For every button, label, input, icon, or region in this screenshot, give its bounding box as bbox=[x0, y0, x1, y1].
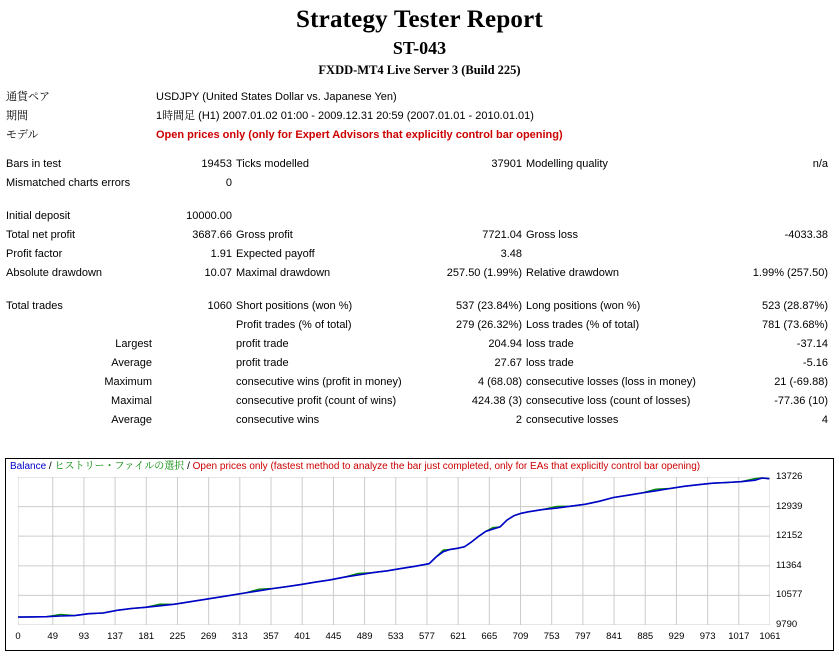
chart-y-axis bbox=[776, 471, 832, 630]
chart-plot-area bbox=[18, 477, 770, 625]
max-consecutive-losses-value: 21 (-69.88) bbox=[774, 376, 828, 388]
mismatched-charts-label: Mismatched charts errors bbox=[6, 177, 131, 189]
gross-loss-label: Gross loss bbox=[526, 229, 578, 241]
bars-in-test-value: 19453 bbox=[201, 158, 232, 170]
setup-table bbox=[6, 88, 832, 145]
profit-trades-label: Profit trades (% of total) bbox=[236, 319, 352, 331]
bars-in-test-label: Bars in test bbox=[6, 158, 62, 170]
long-positions-label: Long positions (won %) bbox=[526, 300, 641, 312]
x-tick-label: 181 bbox=[138, 631, 155, 642]
maximal-label: Maximal bbox=[111, 395, 152, 407]
table-row bbox=[6, 264, 832, 283]
table-row bbox=[6, 126, 832, 145]
y-tick-label: 10577 bbox=[776, 589, 803, 601]
table-row bbox=[6, 245, 832, 264]
avg-consecutive-wins-value: 2 bbox=[515, 414, 522, 426]
report-page bbox=[0, 6, 839, 657]
gross-profit-label: Gross profit bbox=[236, 229, 293, 241]
x-tick-label: 753 bbox=[543, 631, 560, 642]
x-tick-label: 885 bbox=[637, 631, 654, 642]
long-positions-value: 523 (28.87%) bbox=[761, 300, 828, 312]
max-consecutive-wins-value: 4 (68.08) bbox=[477, 376, 522, 388]
x-tick-label: 0 bbox=[15, 631, 21, 642]
model-value: Open prices only (only for Expert Advisors that explicitly control bar opening) bbox=[156, 129, 563, 141]
table-row bbox=[6, 335, 832, 354]
total-trades-value: 1060 bbox=[207, 300, 232, 312]
maximum-label: Maximum bbox=[104, 376, 152, 388]
short-positions-value: 537 (23.84%) bbox=[455, 300, 522, 312]
chart-svg bbox=[18, 477, 770, 625]
largest-profit-trade-value: 204.94 bbox=[488, 338, 522, 350]
symbol-value: USDJPY (United States Dollar vs. Japanese Yen) bbox=[156, 91, 397, 103]
x-tick-label: 973 bbox=[699, 631, 716, 642]
x-tick-label: 1017 bbox=[728, 631, 750, 642]
period-value: 1時間足 (H1) 2007.01.02 01:00 - 2009.12.31 20:59 (2007.01.01 - 2010.01.01) bbox=[156, 110, 534, 122]
x-tick-label: 313 bbox=[231, 631, 248, 642]
x-tick-label: 225 bbox=[169, 631, 186, 642]
x-tick-label: 269 bbox=[200, 631, 217, 642]
table-row-spacer bbox=[6, 193, 832, 207]
table-row bbox=[6, 226, 832, 245]
table-row bbox=[6, 411, 832, 430]
max-consecutive-wins-label: consecutive wins (profit in money) bbox=[236, 376, 402, 388]
x-tick-label: 665 bbox=[481, 631, 498, 642]
legend-separator-1: / bbox=[48, 461, 52, 472]
loss-trades-value: 781 (73.68%) bbox=[761, 319, 828, 331]
x-tick-label: 93 bbox=[78, 631, 90, 642]
avg-consecutive-losses-label: consecutive losses bbox=[526, 414, 619, 426]
avg-consecutive-losses-value: 4 bbox=[821, 414, 828, 426]
legend-history-file: ヒストリー・ファイルの選択 bbox=[54, 461, 185, 472]
table-row bbox=[6, 88, 832, 107]
ticks-modelled-value: 37901 bbox=[491, 158, 522, 170]
table-row bbox=[6, 316, 832, 335]
y-tick-label: 9790 bbox=[776, 619, 798, 630]
x-tick-label: 137 bbox=[107, 631, 124, 642]
x-tick-label: 621 bbox=[450, 631, 467, 642]
maximal-drawdown-value: 257.50 (1.99%) bbox=[446, 267, 522, 279]
maximal-consecutive-profit-value: 424.38 (3) bbox=[471, 395, 522, 407]
y-tick-label: 13726 bbox=[776, 471, 803, 482]
largest-profit-trade-label: profit trade bbox=[236, 338, 289, 350]
legend-balance: Balance bbox=[10, 461, 47, 472]
profit-trades-value: 279 (26.32%) bbox=[455, 319, 522, 331]
x-tick-label: 445 bbox=[325, 631, 342, 642]
table-row bbox=[6, 297, 832, 316]
y-tick-label: 12939 bbox=[776, 500, 803, 512]
y-tick-label: 11364 bbox=[776, 559, 802, 571]
gross-loss-value: -4033.38 bbox=[784, 229, 828, 241]
x-tick-label: 533 bbox=[387, 631, 404, 642]
model-label: モデル bbox=[6, 129, 39, 141]
maximal-drawdown-label: Maximal drawdown bbox=[236, 267, 331, 279]
average-loss-trade-value: -5.16 bbox=[802, 357, 828, 369]
x-tick-label: 1061 bbox=[759, 631, 781, 642]
loss-trades-label: Loss trades (% of total) bbox=[526, 319, 640, 331]
mismatched-charts-value: 0 bbox=[225, 177, 232, 189]
initial-deposit-label: Initial deposit bbox=[6, 210, 71, 222]
average-profit-trade-label: profit trade bbox=[236, 357, 289, 369]
short-positions-label: Short positions (won %) bbox=[236, 300, 353, 312]
expected-payoff-value: 3.48 bbox=[500, 248, 522, 260]
ticks-modelled-label: Ticks modelled bbox=[236, 158, 309, 170]
x-tick-label: 49 bbox=[47, 631, 59, 642]
average2-label: Average bbox=[111, 414, 152, 426]
table-row-spacer bbox=[6, 283, 832, 297]
average-loss-trade-label: loss trade bbox=[526, 357, 574, 369]
x-tick-label: 357 bbox=[263, 631, 279, 642]
profit-factor-label: Profit factor bbox=[6, 248, 63, 260]
largest-label: Largest bbox=[115, 338, 152, 350]
x-tick-label: 709 bbox=[512, 631, 529, 642]
chart-legend bbox=[10, 461, 700, 473]
table-row bbox=[6, 155, 832, 174]
x-tick-label: 841 bbox=[606, 631, 622, 642]
average-label: Average bbox=[111, 357, 152, 369]
balance-chart bbox=[5, 458, 834, 651]
table-row bbox=[6, 373, 832, 392]
maximal-consecutive-profit-label: consecutive profit (count of wins) bbox=[236, 395, 397, 407]
period-label: 期間 bbox=[6, 110, 28, 122]
x-tick-label: 797 bbox=[574, 631, 591, 642]
table-row bbox=[6, 392, 832, 411]
modelling-quality-label: Modelling quality bbox=[526, 158, 608, 170]
x-tick-label: 577 bbox=[419, 631, 435, 642]
stats-table bbox=[6, 155, 832, 430]
table-row bbox=[6, 174, 832, 193]
page-title: Strategy Tester Report bbox=[296, 6, 543, 33]
total-trades-label: Total trades bbox=[6, 300, 63, 312]
total-net-profit-label: Total net profit bbox=[6, 229, 76, 241]
report-subtitle: ST-043 bbox=[392, 38, 447, 58]
gross-profit-value: 7721.04 bbox=[482, 229, 522, 241]
largest-loss-trade-value: -37.14 bbox=[796, 338, 828, 350]
absolute-drawdown-value: 10.07 bbox=[204, 267, 232, 279]
average-profit-trade-value: 27.67 bbox=[494, 357, 522, 369]
largest-loss-trade-label: loss trade bbox=[526, 338, 574, 350]
relative-drawdown-value: 1.99% (257.50) bbox=[752, 267, 828, 279]
total-net-profit-value: 3687.66 bbox=[192, 229, 232, 241]
table-row bbox=[6, 354, 832, 373]
max-consecutive-losses-label: consecutive losses (loss in money) bbox=[526, 376, 696, 388]
avg-consecutive-wins-label: consecutive wins bbox=[236, 414, 320, 426]
x-tick-label: 401 bbox=[294, 631, 311, 642]
x-tick-label: 929 bbox=[668, 631, 685, 642]
initial-deposit-value: 10000.00 bbox=[186, 210, 232, 222]
maximal-consecutive-loss-label: consecutive loss (count of losses) bbox=[526, 395, 691, 407]
table-row bbox=[6, 107, 832, 126]
maximal-consecutive-loss-value: -77.36 (10) bbox=[774, 395, 828, 407]
absolute-drawdown-label: Absolute drawdown bbox=[6, 267, 103, 279]
chart-x-axis bbox=[6, 631, 796, 647]
y-tick-label: 12152 bbox=[776, 530, 803, 542]
legend-separator-2: / bbox=[187, 461, 190, 472]
table-row bbox=[6, 207, 832, 226]
modelling-quality-value: n/a bbox=[812, 158, 828, 170]
x-tick-label: 489 bbox=[356, 631, 373, 642]
relative-drawdown-label: Relative drawdown bbox=[526, 267, 619, 279]
expected-payoff-label: Expected payoff bbox=[236, 248, 315, 260]
symbol-label: 通貨ペア bbox=[6, 91, 50, 103]
legend-model: Open prices only (fastest method to analyze the bar just completed, only for EAs that explicitly control bar opening) bbox=[192, 461, 701, 472]
profit-factor-value: 1.91 bbox=[210, 248, 232, 260]
server-info: FXDD-MT4 Live Server 3 (Build 225) bbox=[318, 63, 521, 77]
